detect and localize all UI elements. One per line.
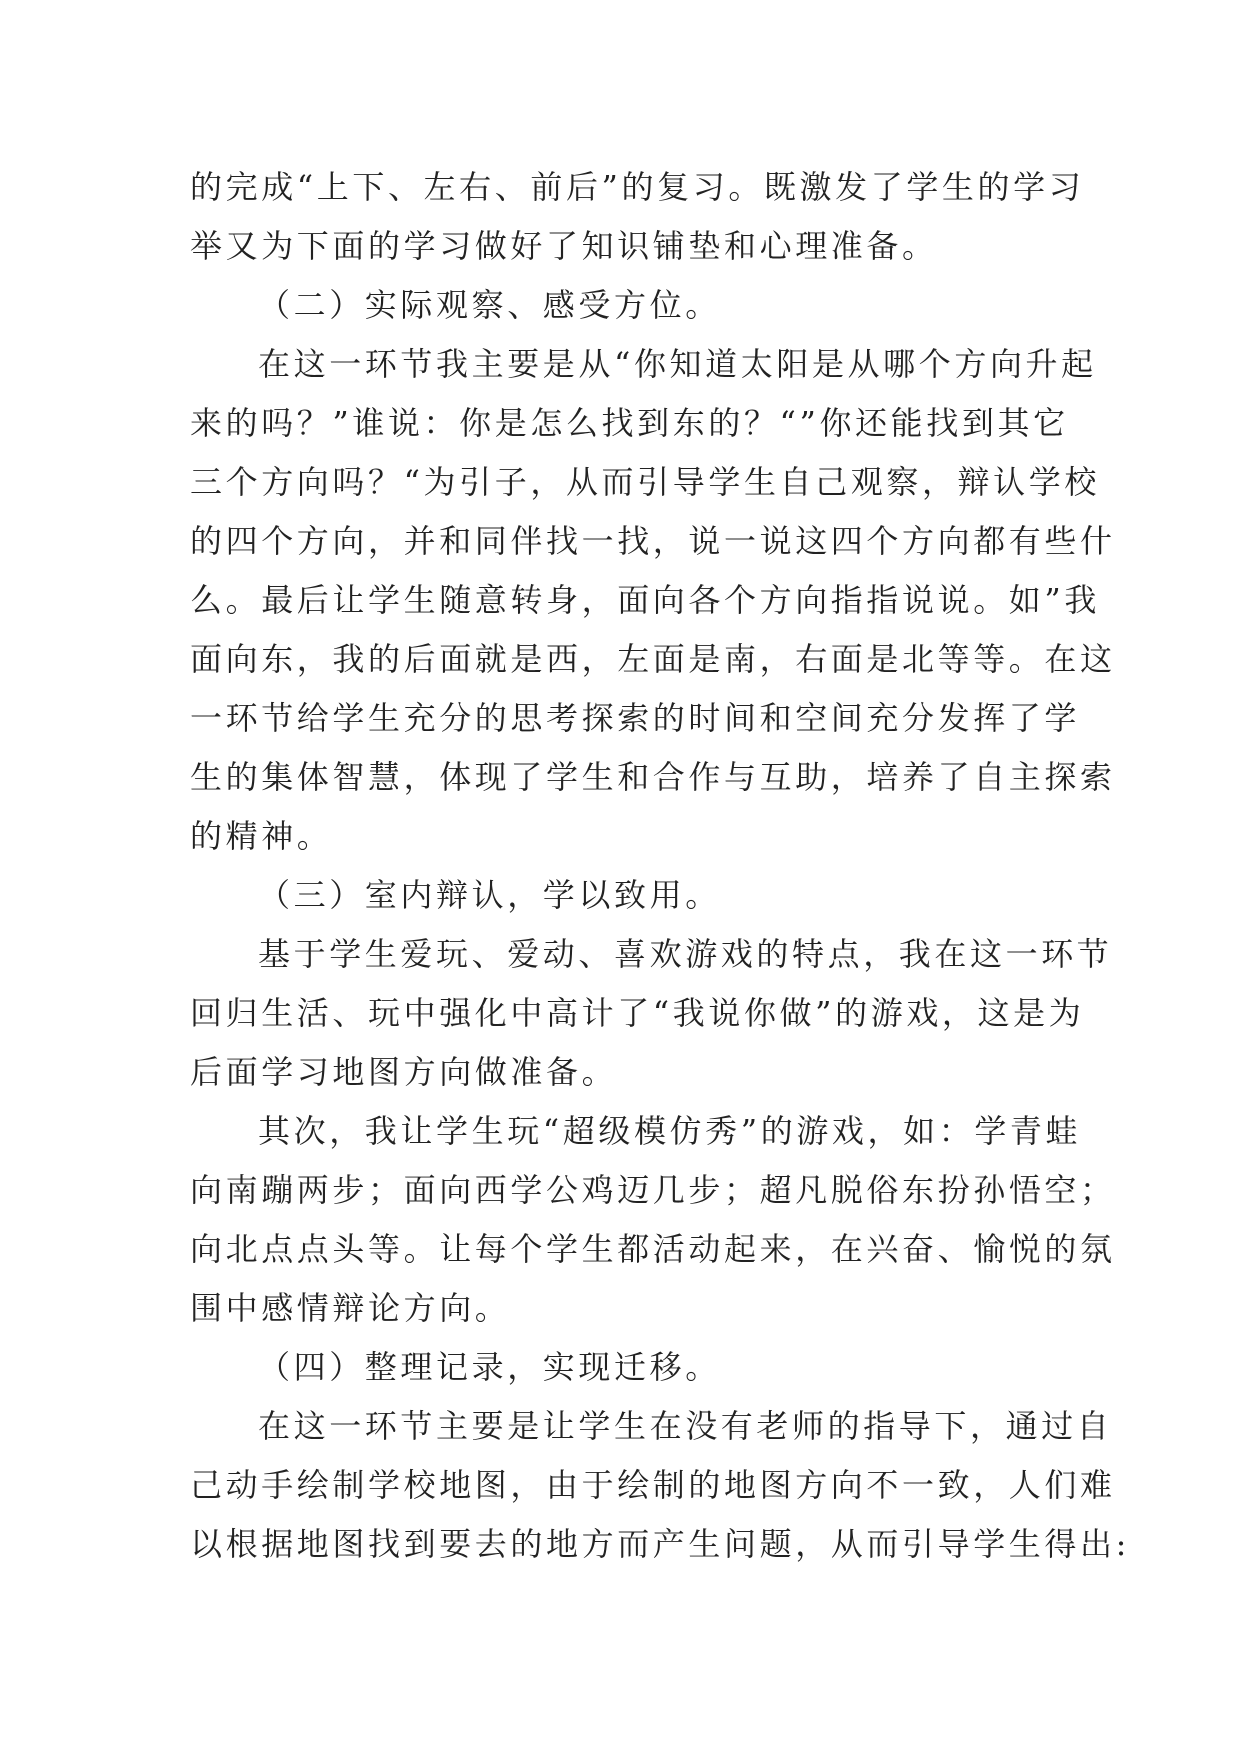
text-line: 的完成“上下、左右、前后”的复习。既激发了学生的学习 xyxy=(190,168,1085,206)
text-line: 来的吗？”谁说：你是怎么找到东的？“”你还能找到其它 xyxy=(190,404,1069,442)
text-line: 么。最后让学生随意转身，面向各个方向指指说说。如”我 xyxy=(190,581,1100,619)
text-line: 一环节给学生充分的思考探索的时间和空间充分发挥了学 xyxy=(190,699,1081,737)
text-line: 向北点点头等。让每个学生都活动起来，在兴奋、愉悦的氛 xyxy=(190,1230,1116,1268)
section-heading: （二）实际观察、感受方位。 xyxy=(258,286,721,324)
text-line: 己动手绘制学校地图，由于绘制的地图方向不一致，人们难 xyxy=(190,1466,1116,1504)
text-line: 向南蹦两步；面向西学公鸡迈几步；超凡脱俗东扮孙悟空； xyxy=(190,1171,1116,1209)
text-line: 举又为下面的学习做好了知识铺垫和心理准备。 xyxy=(190,227,938,265)
body-text xyxy=(190,158,1130,1574)
section-heading: （三）室内辩认，学以致用。 xyxy=(258,876,721,914)
text-line: 生的集体智慧，体现了学生和合作与互助，培养了自主探索 xyxy=(190,758,1116,796)
text-line: 在这一环节我主要是从“你知道太阳是从哪个方向升起 xyxy=(258,345,1097,383)
section-heading: （四）整理记录，实现迁移。 xyxy=(258,1348,721,1386)
text-line: 在这一环节主要是让学生在没有老师的指导下，通过自 xyxy=(258,1407,1113,1445)
text-line: 的四个方向，并和同伴找一找，说一说这四个方向都有些什 xyxy=(190,522,1116,560)
text-line: 的精神。 xyxy=(190,817,333,855)
text-line: 其次，我让学生玩“超级模仿秀”的游戏，如：学青蛙 xyxy=(258,1112,1082,1150)
text-line: 后面学习地图方向做准备。 xyxy=(190,1053,618,1091)
text-line: 回归生活、玩中强化中高计了“我说你做”的游戏，这是为 xyxy=(190,994,1085,1032)
text-line: 三个方向吗？“为引子，从而引导学生自己观察，辩认学校 xyxy=(190,463,1100,501)
text-line: 以根据地图找到要去的地方而产生问题，从而引导学生得出: xyxy=(190,1525,1130,1563)
text-line: 围中感情辩论方向。 xyxy=(190,1289,511,1327)
text-line: 面向东，我的后面就是西，左面是南，右面是北等等。在这 xyxy=(190,640,1116,678)
text-line: 基于学生爱玩、爱动、喜欢游戏的特点，我在这一环节 xyxy=(258,935,1113,973)
